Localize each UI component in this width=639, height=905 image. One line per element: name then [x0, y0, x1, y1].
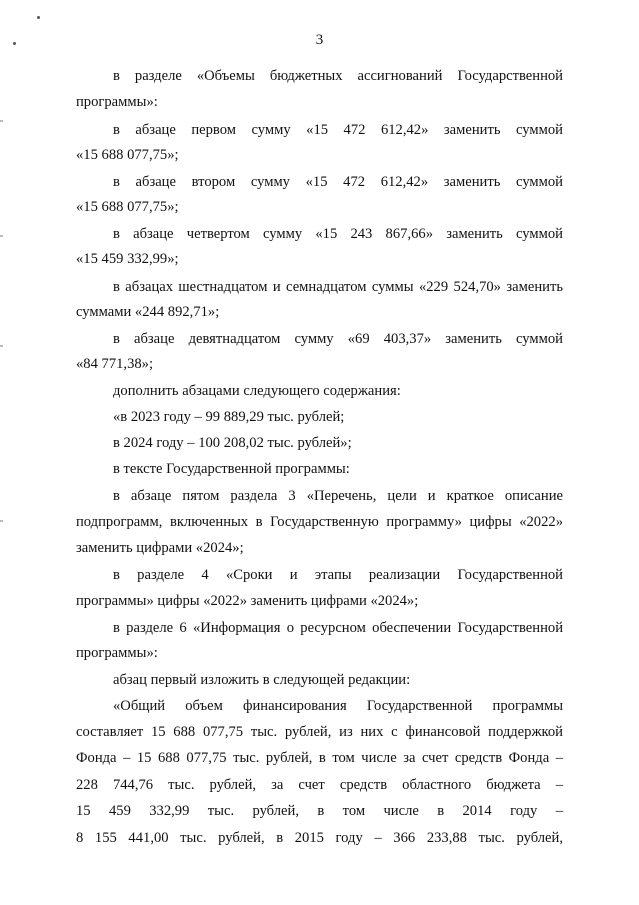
- text-line: в разделе 6 «Информация о ресурсном обеспечении Государственной: [113, 620, 563, 636]
- text-line: программы»:: [76, 645, 158, 661]
- text-line: подпрограмм, включенных в Государственную программу» цифры «2022»: [76, 514, 563, 530]
- text-line: абзац первый изложить в следующей редакции:: [113, 672, 411, 688]
- text-line: дополнить абзацами следующего содержания:: [113, 383, 401, 399]
- page-number: 3: [315, 32, 324, 48]
- text-line: «Общий объем финансирования Государственной программы: [113, 698, 563, 714]
- text-line: Фонда – 15 688 077,75 тыс. рублей, в том числе за счет средств Фонда –: [76, 750, 563, 766]
- text-line: заменить цифрами «2024»;: [76, 540, 244, 556]
- text-line: в тексте Государственной программы:: [113, 461, 350, 477]
- text-line: в абзаце девятнадцатом сумму «69 403,37» заменить суммой: [113, 331, 563, 347]
- text-line: в абзаце четвертом сумму «15 243 867,66» заменить суммой: [113, 226, 563, 242]
- scan-margin-mark: [0, 235, 3, 237]
- text-line: «в 2023 году – 99 889,29 тыс. рублей;: [113, 409, 345, 425]
- text-line: составляет 15 688 077,75 тыс. рублей, из них с финансовой поддержкой: [76, 724, 563, 740]
- text-line: в абзаце втором сумму «15 472 612,42» заменить суммой: [113, 174, 563, 190]
- text-line: в 2024 году – 100 208,02 тыс. рублей»;: [113, 435, 352, 451]
- text-line: «15 688 077,75»;: [76, 147, 179, 163]
- text-line: в разделе 4 «Сроки и этапы реализации Государственной: [113, 567, 563, 583]
- text-line: в разделе «Объемы бюджетных ассигнований Государственной: [113, 68, 563, 84]
- scan-margin-mark: [0, 520, 3, 522]
- text-line: 228 744,76 тыс. рублей, за счет средств областного бюджета –: [76, 777, 563, 793]
- scan-margin-mark: [0, 120, 3, 122]
- text-line: в абзацах шестнадцатом и семнадцатом суммы «229 524,70» заменить: [113, 279, 563, 295]
- text-line: в абзаце первом сумму «15 472 612,42» заменить суммой: [113, 122, 563, 138]
- text-line: «84 771,38»;: [76, 356, 154, 372]
- text-line: 15 459 332,99 тыс. рублей, в том числе в 2014 году –: [76, 803, 563, 819]
- text-line: программы»:: [76, 94, 158, 110]
- text-line: «15 688 077,75»;: [76, 199, 179, 215]
- text-line: 8 155 441,00 тыс. рублей, в 2015 году – 366 233,88 тыс. рублей,: [76, 830, 563, 846]
- text-line: суммами «244 892,71»;: [76, 304, 220, 320]
- text-line: в абзаце пятом раздела 3 «Перечень, цели и краткое описание: [113, 488, 563, 504]
- text-line: «15 459 332,99»;: [76, 251, 179, 267]
- scan-speck: [37, 16, 40, 19]
- text-line: программы» цифры «2022» заменить цифрами «2024»;: [76, 593, 419, 609]
- scan-margin-mark: [0, 345, 3, 347]
